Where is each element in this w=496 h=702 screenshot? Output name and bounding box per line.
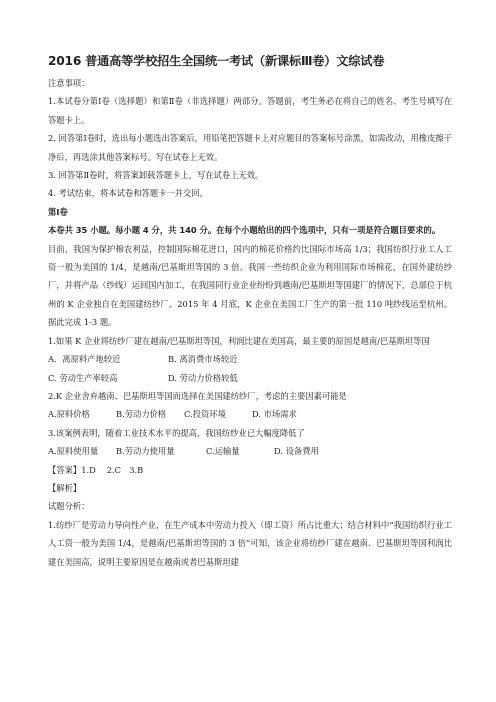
question-stem: 1.如果 K 企业将纺纱厂建在越南/巴基斯坦等国，利润比建在美国高，最主要的原因是越南/巴基斯坦等国	[48, 335, 430, 346]
option-row	[48, 442, 452, 460]
document-title: 2016 普通高等学校招生全国统一考试（新课标Ⅲ卷）文综试卷	[48, 54, 385, 68]
notice-heading: 注意事项：	[48, 78, 90, 88]
section-heading: 第Ⅰ卷	[48, 206, 68, 217]
notice-item: 3. 回答第Ⅱ卷时，将答案卸载答题卡上，写在试卷上无效。	[48, 170, 264, 181]
section-intro: 本卷共 35 小题。每小题 4 分，共 140 分。在每个小题给出的四个选项中，只有一项是符合题目要求的。	[48, 225, 441, 236]
question-stem: 3.该案例表明，随着工业技术水平的提高，我国纺纱业已大幅度降低了	[48, 427, 305, 438]
answer-line: 【答案】1.D 2.C 3.B	[48, 464, 144, 475]
option: A．离原料产地较近	[48, 354, 121, 365]
notice-item: 2. 回答第Ⅰ卷时，选出每小题选出答案后，用铅笔把答题卡上对应题目的答案标号涂黑，如需改动，用橡皮擦干净后，再选涂其他答案标号。写在试卷上无效。	[48, 133, 452, 162]
option: C. 劳动生产率较高	[48, 372, 118, 383]
option: A.原料价格	[48, 409, 90, 420]
option-row	[48, 369, 452, 387]
notice-item: 4. 考试结束，将本试卷和答题卡一并交回。	[48, 188, 208, 199]
exam-page	[48, 52, 452, 571]
option: D. 劳动力价格较低	[168, 372, 238, 383]
option: D. 设备费用	[274, 446, 319, 457]
option: A.原料使用量	[48, 446, 99, 457]
option: C.投资环境	[184, 409, 226, 420]
option-row	[48, 405, 452, 423]
option: B.劳动力使用量	[116, 446, 175, 457]
option-row	[48, 350, 452, 368]
notice-item: 1.本试卷分第Ⅰ卷（选择题）和第Ⅱ卷（非选择题）两部分。答题前，考生务必在将自己的姓名、考生号填写在答题卡上。	[48, 96, 452, 125]
analysis-heading: 【解析】	[48, 482, 82, 493]
reading-passage: 目前，我国为保护棉农利益，控制国际棉花进口，国内的棉花价格约比国际市场高 1/3；我国纺织行业工人工资一般为美国的 1/4，是越南/巴基斯坦等国的 3 倍。我国一些纺织企业为利用国际市场棉花，在国外建纺纱厂，并将产品（纱线）运回国内加工，在我国同行业企业纷纷到越南/巴基斯坦等国建厂的情况下，总部位于杭州的 K 企业独自在美国建纺纱厂。2015 年 4 月底，K 企业在美国工厂生产的第一批 110 吨纱线运至杭州。据此完成 1-3 题。	[48, 243, 452, 328]
option: B.劳动力价格	[116, 409, 167, 420]
analysis-subheading: 试题分析：	[48, 501, 90, 512]
analysis-text: 1.纺纱厂是劳动力导向性产业，在生产成本中劳动力投入（即工资）所占比重大；结合材料中“我国纺织行业工人工资一般为美国 1/4，是越南/巴基斯坦等国的 3 倍”可知，该企业将纺纱厂建在越南、巴基斯坦等国利润比建在美国高，说明主要原因是在越南或者巴基斯坦建	[48, 519, 452, 567]
question-stem: 2.K 企业舍弃越南、巴基斯坦等国而选择在美国建纺纱厂，考虑的主要因素可能是	[48, 390, 347, 401]
option: B. 离消费市场较近	[168, 354, 238, 365]
option: C.运输量	[206, 446, 240, 457]
option: D. 市场需求	[252, 409, 297, 420]
